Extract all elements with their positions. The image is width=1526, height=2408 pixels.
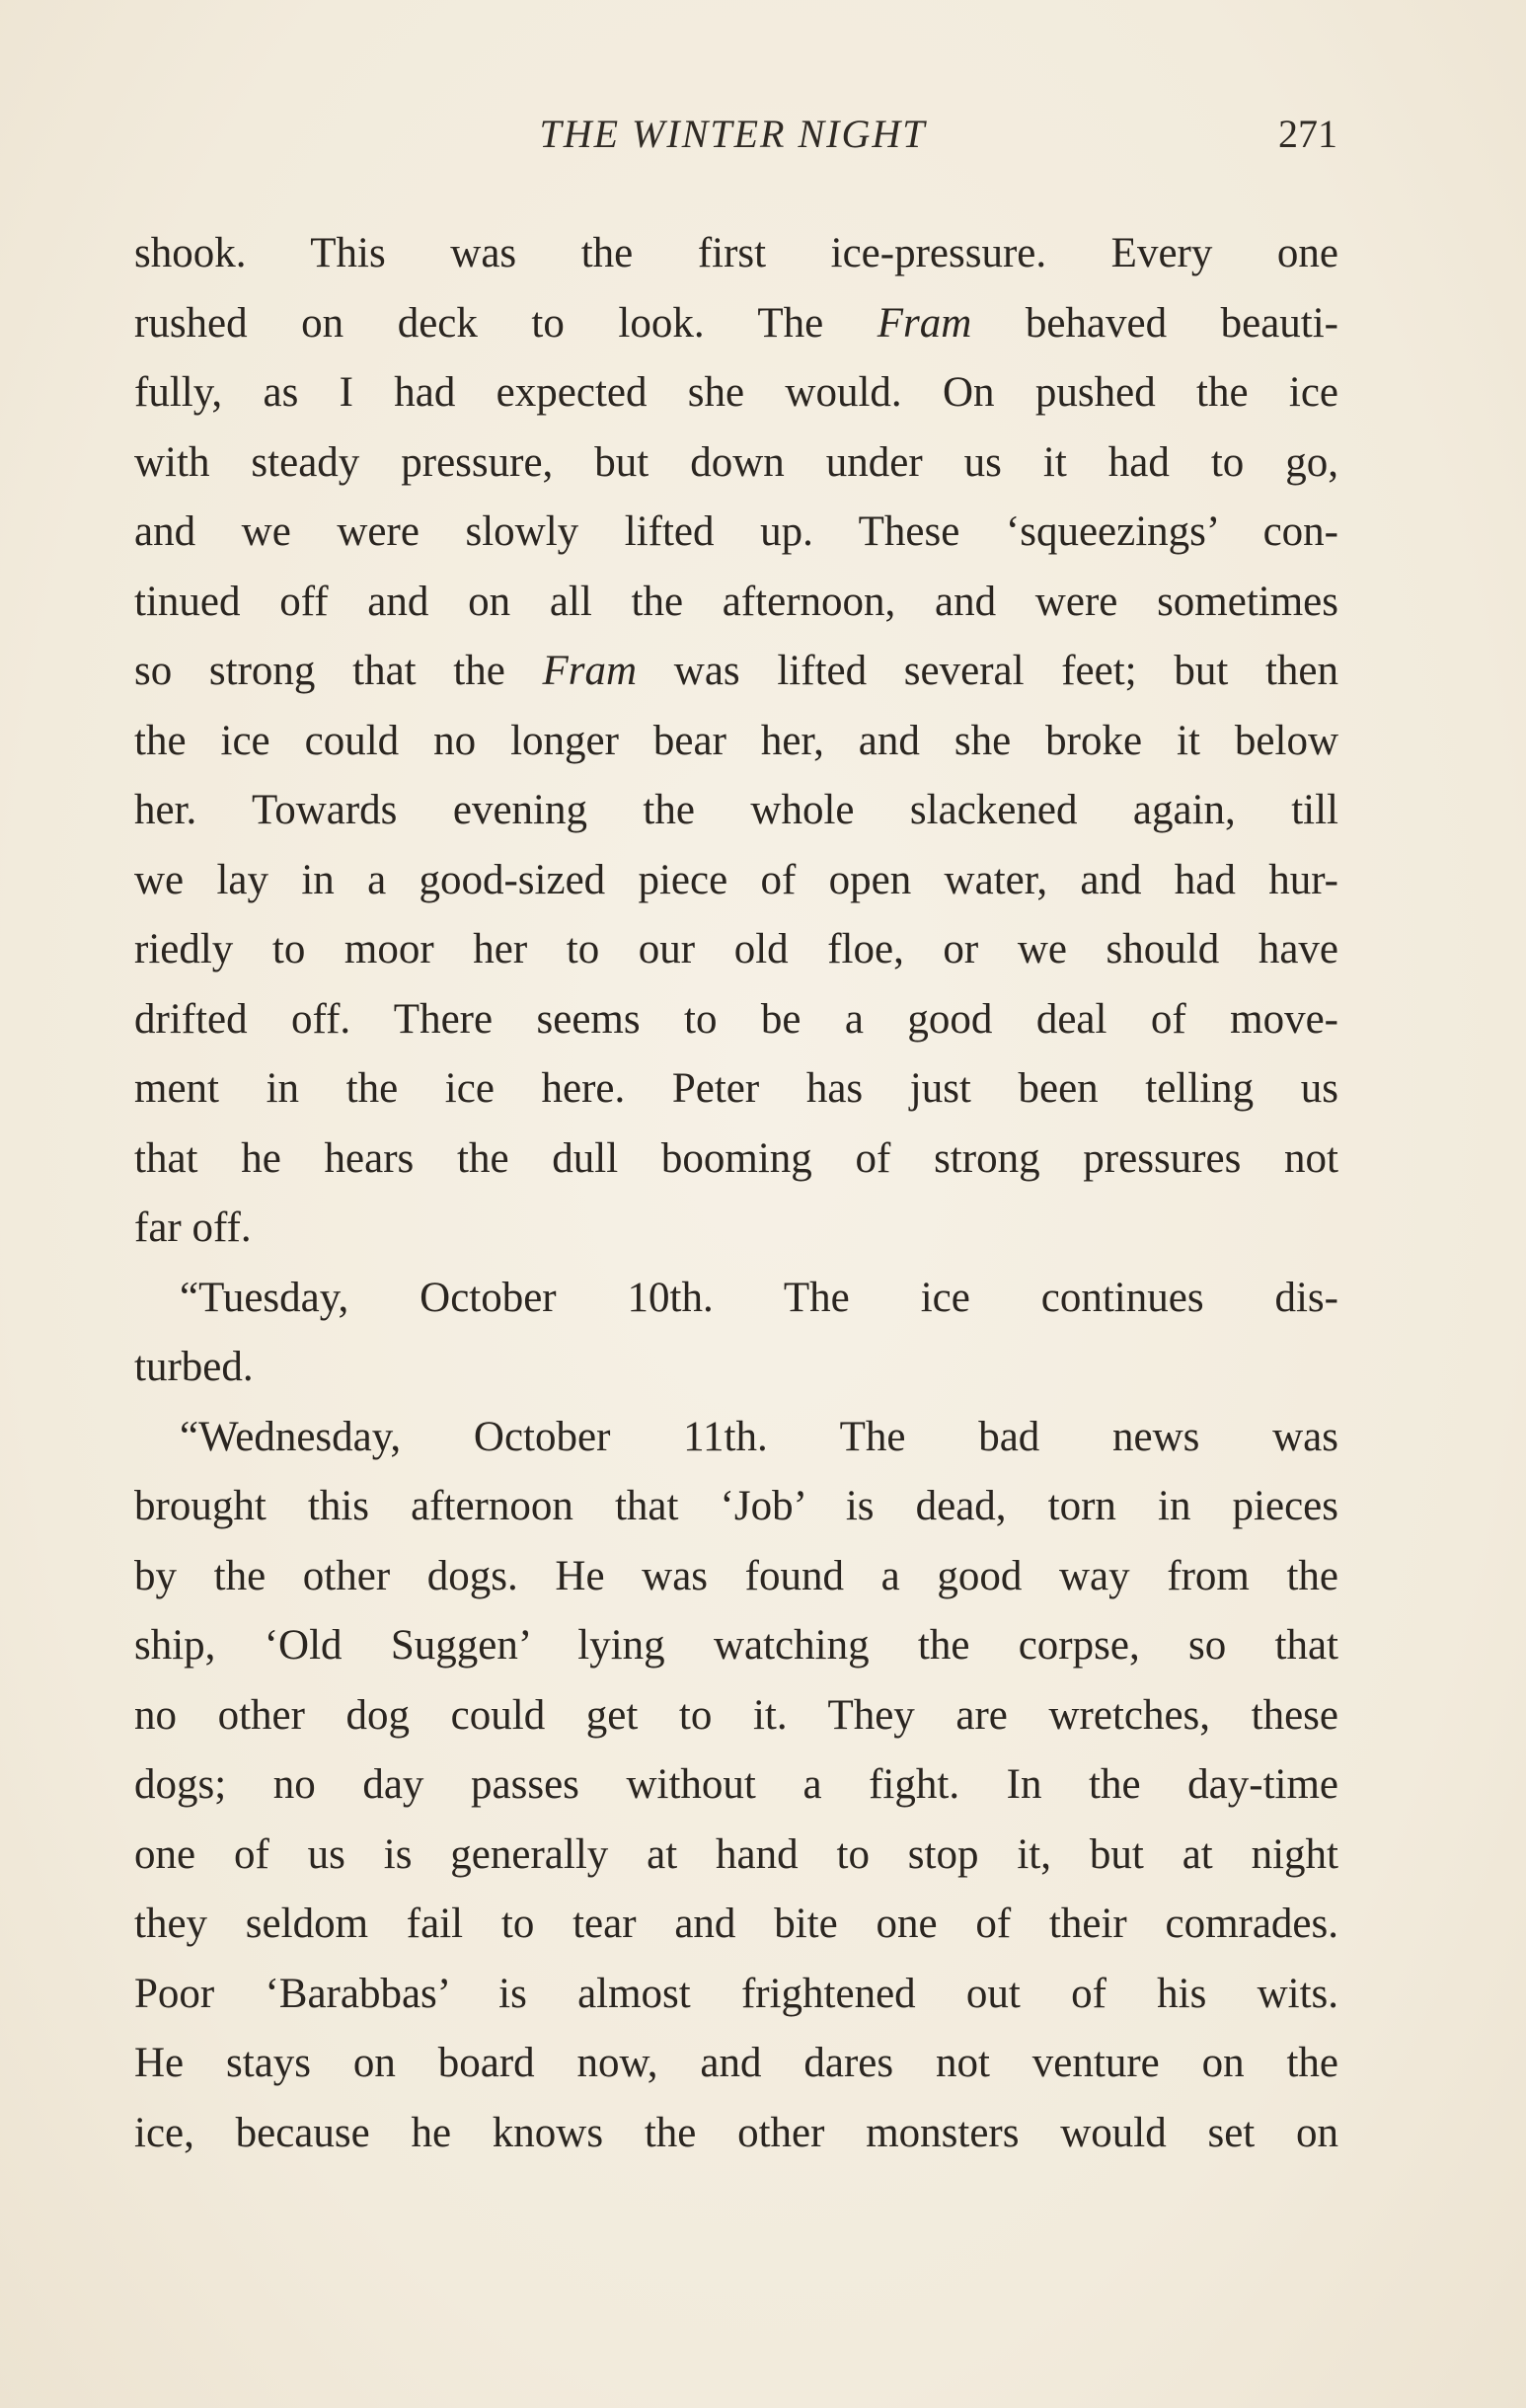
- text-line: ship, ‘Old Suggen’ lying watching the corpse, so that: [134, 1622, 1338, 1669]
- text-line: ice, because he knows the other monsters would set on: [134, 2109, 1338, 2156]
- text-line: “Tuesday, October 10th. The ice continues dis-: [180, 1274, 1338, 1321]
- text-line: riedly to moor her to our old floe, or we should have: [134, 926, 1338, 972]
- ship-name: Fram: [542, 648, 638, 694]
- text-line: that he hears the dull booming of strong pressures not: [134, 1134, 1338, 1182]
- text-line: brought this afternoon that ‘Job’ is dead, torn in pieces: [134, 1483, 1338, 1529]
- body-text: [134, 219, 1338, 2168]
- text-line: dogs; no day passes without a fight. In the day-time: [134, 1761, 1338, 1808]
- text-line: her. Towards evening the whole slackened again, till: [134, 787, 1338, 833]
- text-line: we lay in a good-sized piece of open water, and had hur-: [134, 856, 1338, 903]
- ship-name: Fram: [877, 299, 972, 347]
- text-line: “Wednesday, October 11th. The bad news was: [180, 1413, 1338, 1460]
- text-line: by the other dogs. He was found a good way from the: [134, 1552, 1338, 1599]
- text-line: the ice could no longer bear her, and she broke it below: [134, 717, 1338, 764]
- page-number: 271: [1278, 112, 1337, 156]
- text-line: no other dog could get to it. They are wretches, these: [134, 1691, 1338, 1739]
- text-line: rushed on deck to look. The Fram behaved beauti-: [134, 299, 1339, 347]
- text-line: fully, as I had expected she would. On pushed the ice: [134, 369, 1338, 416]
- text-line: shook. This was the first ice-pressure. Every one: [134, 230, 1338, 276]
- text-line: turbed.: [134, 1344, 254, 1390]
- running-head: [128, 111, 1337, 170]
- text-line: tinued off and on all the afternoon, and were sometimes: [134, 578, 1338, 625]
- text-line: and we were slowly lifted up. These ‘squeezings’ con-: [134, 508, 1338, 555]
- text-line: far off.: [134, 1204, 252, 1251]
- text-line: they seldom fail to tear and bite one of their comrades.: [134, 1901, 1338, 1947]
- text-line: so strong that the Fram was lifted several feet; but then: [134, 648, 1338, 694]
- text-line: ment in the ice here. Peter has just been telling us: [134, 1065, 1338, 1112]
- text-line: He stays on board now, and dares not venture on the: [134, 2040, 1338, 2086]
- text-line: Poor ‘Barabbas’ is almost frightened out of his wits.: [134, 1970, 1338, 2017]
- text-line: one of us is generally at hand to stop it, but at night: [134, 1830, 1338, 1878]
- text-line: with steady pressure, but down under us it had to go,: [134, 438, 1338, 486]
- text-line: drifted off. There seems to be a good deal of move-: [134, 995, 1338, 1043]
- running-title: THE WINTER NIGHT: [539, 112, 927, 156]
